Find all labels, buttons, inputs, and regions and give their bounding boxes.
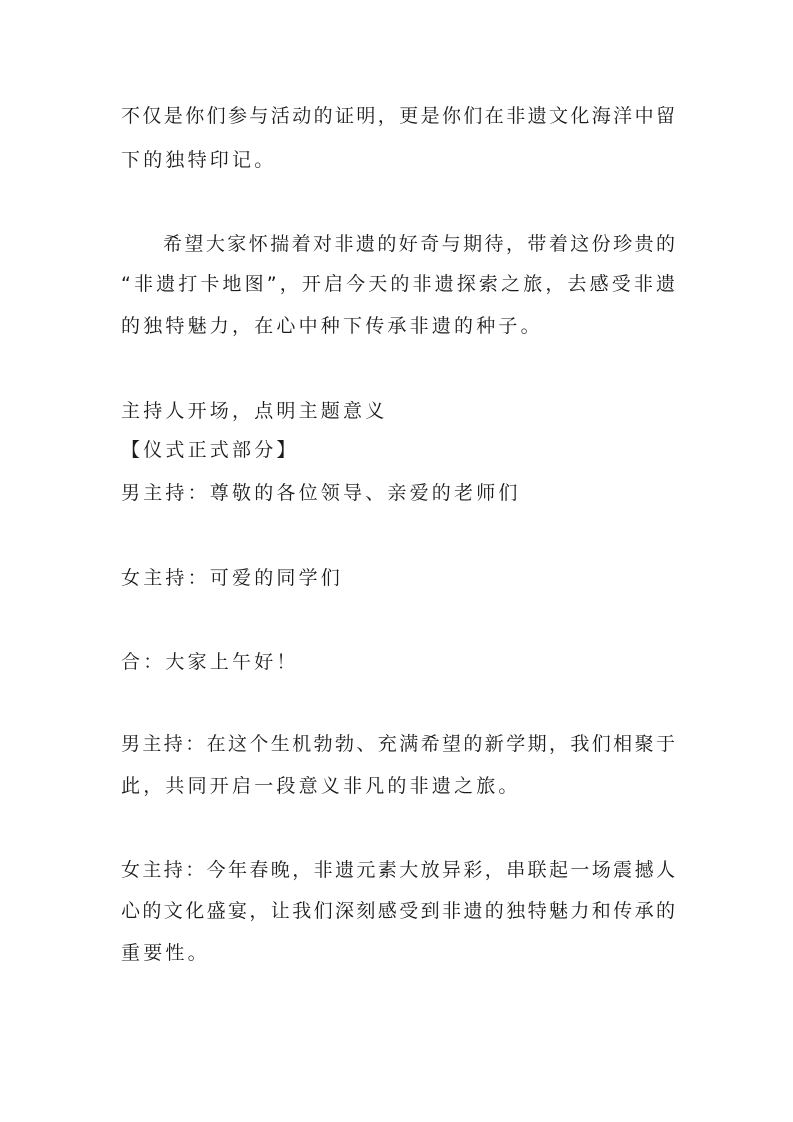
paragraph-1-line-1: 不仅是你们参与活动的证明，更是你们在非遗文化海洋中留 bbox=[121, 105, 675, 127]
female-host-line-1: 女主持：今年春晚，非遗元素大放异彩，串联起一场震撼人 bbox=[121, 859, 675, 881]
paragraph-1-line-2: 下的独特印记。 bbox=[121, 149, 277, 171]
male-host-line-1: 男主持：在这个生机勃勃、充满希望的新学期，我们相聚于 bbox=[121, 733, 675, 755]
host-note: 主持人开场，点明主题意义 bbox=[121, 400, 388, 422]
section-heading: 【仪式正式部分】 bbox=[121, 439, 299, 461]
female-host-greeting: 女主持：可爱的同学们 bbox=[121, 567, 344, 589]
together-greeting: 合：大家上午好！ bbox=[121, 651, 299, 673]
female-host-line-2: 心的文化盛宴，让我们深刻感受到非遗的独特魅力和传承的 bbox=[121, 900, 675, 922]
paragraph-2-line-1: 希望大家怀揣着对非遗的好奇与期待，带着这份珍贵的 bbox=[163, 233, 675, 255]
male-host-line-2: 此，共同开启一段意义非凡的非遗之旅。 bbox=[121, 775, 521, 797]
paragraph-2-line-2: “非遗打卡地图”，开启今天的非遗探索之旅，去感受非遗 bbox=[121, 273, 675, 295]
female-host-line-3: 重要性。 bbox=[121, 942, 210, 964]
paragraph-2-line-3: 的独特魅力，在心中种下传承非遗的种子。 bbox=[121, 315, 543, 337]
male-host-greeting: 男主持：尊敬的各位领导、亲爱的老师们 bbox=[121, 482, 521, 504]
